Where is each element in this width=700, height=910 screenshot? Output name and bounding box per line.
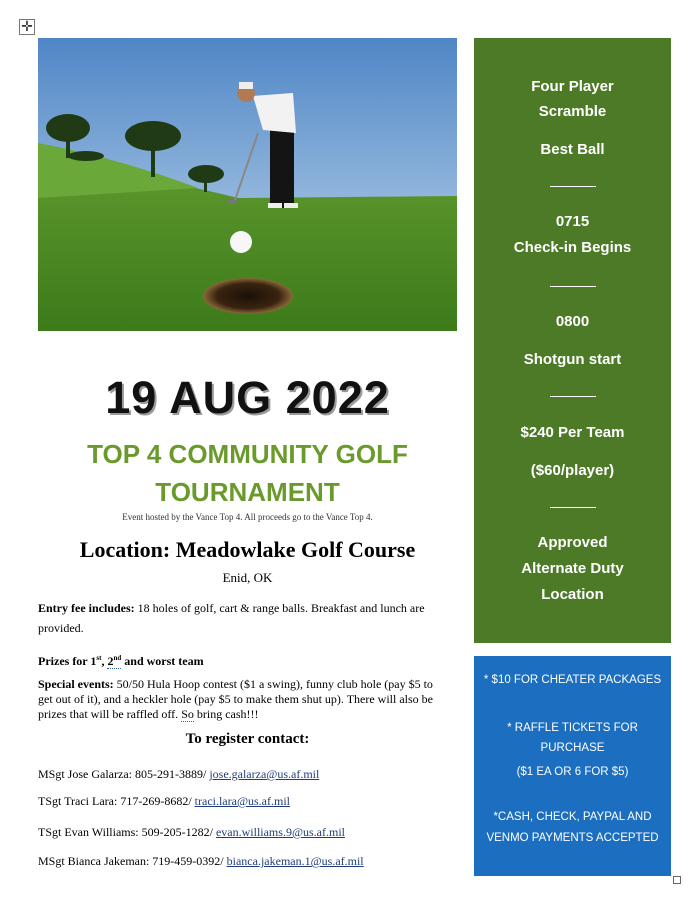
prizes-tail: and worst team [121,654,204,668]
contact-email-link[interactable]: evan.williams.9@us.af.mil [215,825,345,839]
special-events-label: Special events: [38,677,114,691]
format-line-2: Scramble [538,103,607,120]
raffle-line-2: PURCHASE [540,742,605,754]
prizes-paragraph [38,648,448,671]
contact-row [38,854,364,869]
contact-row [38,825,345,840]
event-date: 19 AUG 2022 [105,372,390,423]
price-team: $240 Per Team [520,424,625,441]
contact-email-link[interactable]: jose.galarza@us.af.mil [209,767,320,781]
start-time: 0800 [555,313,590,330]
special-events-so: So [181,707,194,721]
details-sidebar [474,38,671,643]
start-label: Shotgun start [523,351,622,368]
entry-fee-label: Entry fee includes: [38,601,135,615]
prizes-second: 2nd [107,654,122,668]
duty-line-1: Approved [537,534,608,551]
duty-line-2: Alternate Duty [521,560,624,577]
format-line-3: Best Ball [540,141,605,158]
format-line-1: Four Player [531,78,614,95]
payment-line-2: VENMO PAYMENTS ACCEPTED [486,832,659,844]
divider [550,507,596,508]
prizes-separator: , [101,654,108,668]
hosted-note: Event hosted by the Vance Top 4. All proceeds go to the Vance Top 4. [122,512,373,522]
event-title [38,435,457,511]
divider [550,396,596,397]
special-events-text: 50/50 Hula Hoop contest ($1 a swing), funny club hole (pay $5 to get out of it), and a heckler hole (pay $5 to make them shut up). There will also be prizes that will be raffled off. [38,677,433,721]
event-title-line-1: TOP 4 COMMUNITY GOLF [87,439,408,469]
contact-name: MSgt Jose Galarza: 805-291-3889/ [38,767,210,781]
table-resize-handle[interactable] [673,876,681,884]
checkin-label: Check-in Begins [513,239,632,256]
checkin-time: 0715 [555,213,590,230]
payment-line-1: *CASH, CHECK, PAYPAL AND [493,811,652,823]
location-city: Enid, OK [222,570,273,585]
location-heading: Location: Meadowlake Golf Course [79,537,416,562]
table-move-handle-icon[interactable]: ✛ [19,19,35,35]
contact-row [38,794,290,809]
register-heading: To register contact: [185,731,310,747]
event-title-line-2: TOURNAMENT [155,477,340,507]
extras-sidebar [474,656,671,876]
raffle-line-1: * RAFFLE TICKETS FOR [507,722,638,734]
contact-email-link[interactable]: bianca.jakeman.1@us.af.mil [226,854,364,868]
divider [550,286,596,287]
entry-fee-text: 18 holes of golf, cart & range balls. Breakfast and lunch are provided. [38,601,425,635]
contact-name: MSgt Bianca Jakeman: 719-459-0392/ [38,854,227,868]
prizes-label: Prizes for 1 [38,654,97,668]
price-player: ($60/player) [530,462,615,479]
cheater-packages: * $10 FOR CHEATER PACKAGES [483,674,662,686]
contact-name: TSgt Traci Lara: 717-269-8682/ [38,794,195,808]
prizes-first-suffix: st [96,654,102,662]
contact-row [38,767,319,782]
special-events-end: bring cash!!! [193,707,259,721]
contact-name: TSgt Evan Williams: 509-205-1282/ [38,825,216,839]
divider [550,186,596,187]
contact-email-link[interactable]: traci.lara@us.af.mil [194,794,290,808]
entry-fee-paragraph [38,598,448,638]
special-events-paragraph [38,677,448,722]
golfer-putting-photo [38,38,457,331]
duty-line-3: Location [541,586,604,603]
raffle-line-3: ($1 EA OR 6 FOR $5) [516,766,629,778]
